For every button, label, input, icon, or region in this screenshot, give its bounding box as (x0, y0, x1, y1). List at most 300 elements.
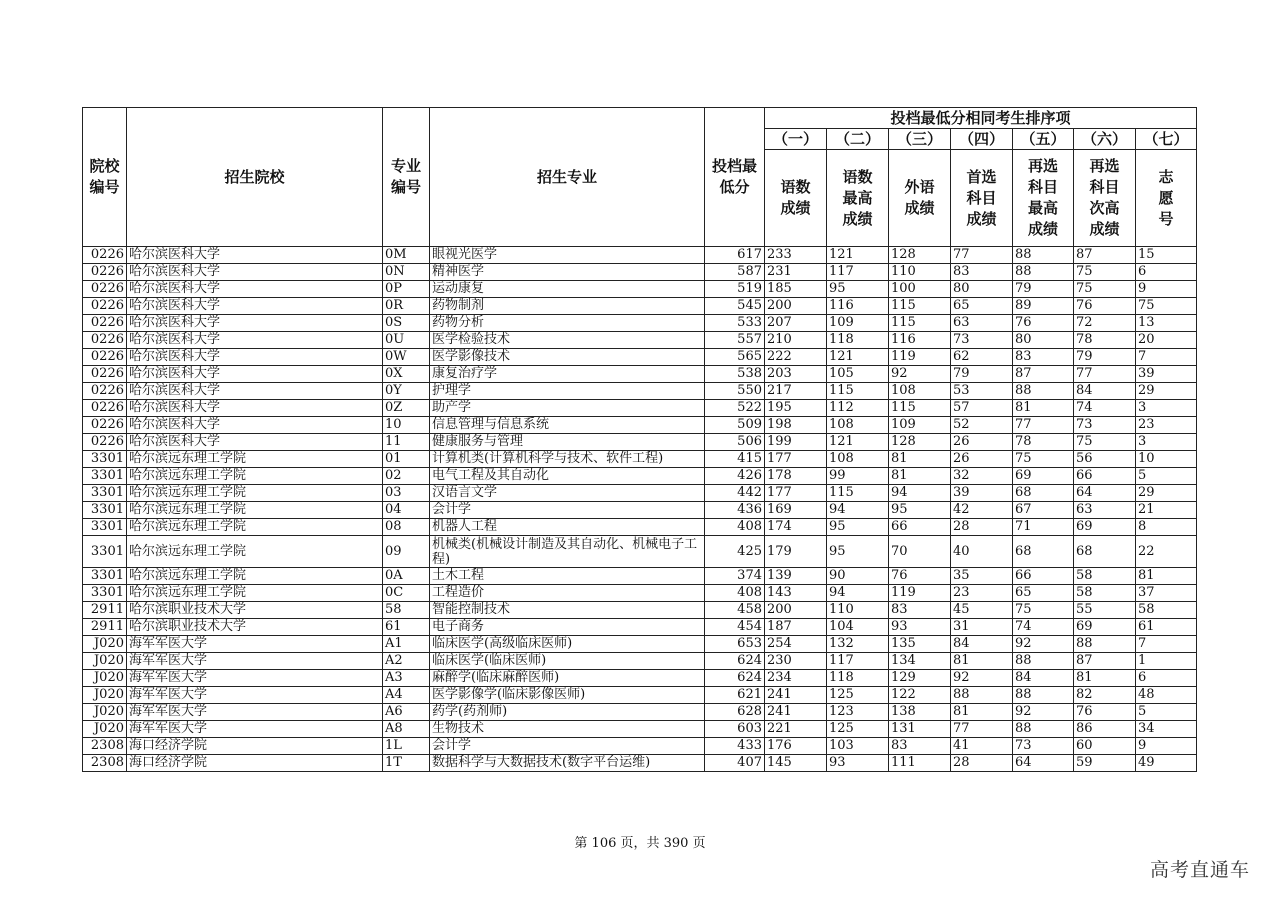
school-name-cell: 哈尔滨医科大学 (127, 434, 383, 451)
score-2-cell: 121 (827, 434, 889, 451)
score-1-cell: 198 (765, 417, 827, 434)
score-3-cell: 83 (889, 602, 951, 619)
score-5-cell: 88 (1013, 264, 1074, 281)
header-subnum: （三） (889, 129, 951, 150)
major-code-cell: 0M (383, 247, 430, 264)
school-code-cell: 0226 (83, 366, 127, 383)
table-row (83, 519, 1197, 536)
school-name-cell: 哈尔滨医科大学 (127, 400, 383, 417)
score-6-cell: 72 (1074, 315, 1136, 332)
score-4-cell: 77 (951, 721, 1013, 738)
score-7-cell: 29 (1136, 485, 1197, 502)
major-code-cell: 0Z (383, 400, 430, 417)
school-name-cell: 哈尔滨远东理工学院 (127, 536, 383, 568)
header-tiebreak-group: 投档最低分相同考生排序项 (765, 108, 1197, 129)
min-score-cell: 538 (705, 366, 765, 383)
score-4-cell: 88 (951, 687, 1013, 704)
score-3-cell: 93 (889, 619, 951, 636)
min-score-cell: 533 (705, 315, 765, 332)
major-code-cell: 0U (383, 332, 430, 349)
table-row (83, 468, 1197, 485)
score-3-cell: 119 (889, 585, 951, 602)
school-code-cell: 3301 (83, 485, 127, 502)
table-row (83, 298, 1197, 315)
score-2-cell: 115 (827, 485, 889, 502)
score-7-cell: 15 (1136, 247, 1197, 264)
score-1-cell: 230 (765, 653, 827, 670)
major-code-cell: 0W (383, 349, 430, 366)
score-7-cell: 5 (1136, 468, 1197, 485)
school-name-cell: 哈尔滨医科大学 (127, 417, 383, 434)
score-6-cell: 79 (1074, 349, 1136, 366)
score-7-cell: 22 (1136, 536, 1197, 568)
school-code-cell: 2911 (83, 619, 127, 636)
school-name-cell: 海军军医大学 (127, 721, 383, 738)
score-6-cell: 86 (1074, 721, 1136, 738)
min-score-cell: 624 (705, 670, 765, 687)
score-3-cell: 109 (889, 417, 951, 434)
score-4-cell: 41 (951, 738, 1013, 755)
major-name-cell: 智能控制技术 (430, 602, 705, 619)
score-2-cell: 123 (827, 704, 889, 721)
score-2-cell: 103 (827, 738, 889, 755)
score-7-cell: 3 (1136, 400, 1197, 417)
score-6-cell: 59 (1074, 755, 1136, 772)
school-code-cell: 0226 (83, 383, 127, 400)
score-6-cell: 74 (1074, 400, 1136, 417)
score-1-cell: 217 (765, 383, 827, 400)
score-4-cell: 79 (951, 366, 1013, 383)
table-row (83, 704, 1197, 721)
score-1-cell: 185 (765, 281, 827, 298)
table-row (83, 485, 1197, 502)
school-name-cell: 海口经济学院 (127, 738, 383, 755)
score-2-cell: 90 (827, 568, 889, 585)
school-name-cell: 海口经济学院 (127, 755, 383, 772)
min-score-cell: 519 (705, 281, 765, 298)
score-6-cell: 60 (1074, 738, 1136, 755)
major-name-cell: 生物技术 (430, 721, 705, 738)
table-row (83, 653, 1197, 670)
score-2-cell: 125 (827, 687, 889, 704)
score-3-cell: 115 (889, 315, 951, 332)
major-code-cell: 1L (383, 738, 430, 755)
min-score-cell: 506 (705, 434, 765, 451)
school-code-cell: J020 (83, 721, 127, 738)
table-row (83, 619, 1197, 636)
school-code-cell: 3301 (83, 502, 127, 519)
score-6-cell: 77 (1074, 366, 1136, 383)
score-1-cell: 200 (765, 298, 827, 315)
score-2-cell: 105 (827, 366, 889, 383)
score-1-cell: 145 (765, 755, 827, 772)
score-7-cell: 34 (1136, 721, 1197, 738)
header-sublabel: 外语成绩 (889, 150, 951, 247)
school-code-cell: 0226 (83, 298, 127, 315)
school-code-cell: 0226 (83, 332, 127, 349)
score-7-cell: 20 (1136, 332, 1197, 349)
header-sublabel: 语数最高成绩 (827, 150, 889, 247)
table-row (83, 585, 1197, 602)
min-score-cell: 426 (705, 468, 765, 485)
score-6-cell: 63 (1074, 502, 1136, 519)
score-5-cell: 89 (1013, 298, 1074, 315)
score-1-cell: 207 (765, 315, 827, 332)
score-2-cell: 121 (827, 247, 889, 264)
table-row (83, 602, 1197, 619)
score-3-cell: 128 (889, 434, 951, 451)
min-score-cell: 408 (705, 519, 765, 536)
major-code-cell: 0P (383, 281, 430, 298)
score-3-cell: 76 (889, 568, 951, 585)
score-3-cell: 115 (889, 400, 951, 417)
score-6-cell: 58 (1074, 585, 1136, 602)
min-score-cell: 550 (705, 383, 765, 400)
school-name-cell: 哈尔滨远东理工学院 (127, 468, 383, 485)
score-5-cell: 88 (1013, 687, 1074, 704)
score-2-cell: 125 (827, 721, 889, 738)
score-1-cell: 139 (765, 568, 827, 585)
header-subnum: （一） (765, 129, 827, 150)
score-4-cell: 31 (951, 619, 1013, 636)
major-code-cell: 0R (383, 298, 430, 315)
score-4-cell: 80 (951, 281, 1013, 298)
score-7-cell: 6 (1136, 670, 1197, 687)
school-code-cell: 0226 (83, 315, 127, 332)
min-score-cell: 408 (705, 585, 765, 602)
score-5-cell: 73 (1013, 738, 1074, 755)
major-name-cell: 计算机类(计算机科学与技术、软件工程) (430, 451, 705, 468)
score-3-cell: 100 (889, 281, 951, 298)
score-7-cell: 5 (1136, 704, 1197, 721)
school-code-cell: 3301 (83, 536, 127, 568)
school-code-cell: 0226 (83, 417, 127, 434)
school-code-cell: J020 (83, 636, 127, 653)
score-1-cell: 233 (765, 247, 827, 264)
header-subnum: （六） (1074, 129, 1136, 150)
school-name-cell: 哈尔滨医科大学 (127, 281, 383, 298)
min-score-cell: 458 (705, 602, 765, 619)
table-row (83, 366, 1197, 383)
score-5-cell: 88 (1013, 383, 1074, 400)
min-score-cell: 565 (705, 349, 765, 366)
score-1-cell: 169 (765, 502, 827, 519)
score-1-cell: 178 (765, 468, 827, 485)
major-code-cell: 1T (383, 755, 430, 772)
school-name-cell: 哈尔滨远东理工学院 (127, 451, 383, 468)
score-2-cell: 115 (827, 383, 889, 400)
score-3-cell: 129 (889, 670, 951, 687)
table-row (83, 332, 1197, 349)
major-name-cell: 药物制剂 (430, 298, 705, 315)
score-4-cell: 81 (951, 653, 1013, 670)
score-5-cell: 74 (1013, 619, 1074, 636)
score-1-cell: 143 (765, 585, 827, 602)
score-4-cell: 73 (951, 332, 1013, 349)
table-row (83, 281, 1197, 298)
min-score-cell: 454 (705, 619, 765, 636)
score-6-cell: 87 (1074, 653, 1136, 670)
major-name-cell: 临床医学(高级临床医师) (430, 636, 705, 653)
major-code-cell: A2 (383, 653, 430, 670)
table-row (83, 738, 1197, 755)
score-3-cell: 94 (889, 485, 951, 502)
school-code-cell: 0226 (83, 264, 127, 281)
major-code-cell: 0N (383, 264, 430, 281)
score-6-cell: 58 (1074, 568, 1136, 585)
major-name-cell: 助产学 (430, 400, 705, 417)
score-5-cell: 78 (1013, 434, 1074, 451)
score-4-cell: 28 (951, 519, 1013, 536)
score-7-cell: 9 (1136, 738, 1197, 755)
score-3-cell: 115 (889, 298, 951, 315)
score-3-cell: 108 (889, 383, 951, 400)
major-code-cell: 0C (383, 585, 430, 602)
score-4-cell: 39 (951, 485, 1013, 502)
major-name-cell: 药物分析 (430, 315, 705, 332)
major-name-cell: 医学检验技术 (430, 332, 705, 349)
school-name-cell: 哈尔滨医科大学 (127, 315, 383, 332)
header-major-name: 招生专业 (430, 108, 705, 247)
score-1-cell: 231 (765, 264, 827, 281)
table-row (83, 721, 1197, 738)
major-code-cell: 0X (383, 366, 430, 383)
school-name-cell: 海军军医大学 (127, 636, 383, 653)
table-row (83, 247, 1197, 264)
school-code-cell: 3301 (83, 519, 127, 536)
score-3-cell: 92 (889, 366, 951, 383)
major-name-cell: 运动康复 (430, 281, 705, 298)
score-2-cell: 116 (827, 298, 889, 315)
score-6-cell: 76 (1074, 704, 1136, 721)
score-2-cell: 95 (827, 519, 889, 536)
score-4-cell: 26 (951, 434, 1013, 451)
score-7-cell: 37 (1136, 585, 1197, 602)
score-7-cell: 7 (1136, 349, 1197, 366)
table-row (83, 417, 1197, 434)
major-name-cell: 护理学 (430, 383, 705, 400)
score-6-cell: 75 (1074, 434, 1136, 451)
major-code-cell: 58 (383, 602, 430, 619)
major-code-cell: 0A (383, 568, 430, 585)
score-6-cell: 55 (1074, 602, 1136, 619)
header-subnum: （七） (1136, 129, 1197, 150)
school-name-cell: 哈尔滨医科大学 (127, 366, 383, 383)
score-3-cell: 95 (889, 502, 951, 519)
table-row (83, 349, 1197, 366)
score-5-cell: 88 (1013, 653, 1074, 670)
score-5-cell: 83 (1013, 349, 1074, 366)
min-score-cell: 557 (705, 332, 765, 349)
score-4-cell: 57 (951, 400, 1013, 417)
score-5-cell: 84 (1013, 670, 1074, 687)
major-name-cell: 医学影像学(临床影像医师) (430, 687, 705, 704)
major-code-cell: A6 (383, 704, 430, 721)
score-2-cell: 108 (827, 417, 889, 434)
score-1-cell: 203 (765, 366, 827, 383)
score-1-cell: 210 (765, 332, 827, 349)
score-5-cell: 75 (1013, 602, 1074, 619)
score-5-cell: 66 (1013, 568, 1074, 585)
score-2-cell: 95 (827, 536, 889, 568)
score-4-cell: 63 (951, 315, 1013, 332)
score-4-cell: 81 (951, 704, 1013, 721)
score-5-cell: 81 (1013, 400, 1074, 417)
score-5-cell: 65 (1013, 585, 1074, 602)
score-4-cell: 53 (951, 383, 1013, 400)
major-code-cell: 61 (383, 619, 430, 636)
score-7-cell: 29 (1136, 383, 1197, 400)
major-name-cell: 医学影像技术 (430, 349, 705, 366)
score-7-cell: 75 (1136, 298, 1197, 315)
school-name-cell: 哈尔滨医科大学 (127, 383, 383, 400)
table-row (83, 687, 1197, 704)
school-code-cell: J020 (83, 704, 127, 721)
score-7-cell: 48 (1136, 687, 1197, 704)
score-3-cell: 83 (889, 738, 951, 755)
min-score-cell: 442 (705, 485, 765, 502)
min-score-cell: 587 (705, 264, 765, 281)
score-1-cell: 187 (765, 619, 827, 636)
score-3-cell: 135 (889, 636, 951, 653)
school-name-cell: 哈尔滨医科大学 (127, 264, 383, 281)
score-4-cell: 40 (951, 536, 1013, 568)
score-7-cell: 3 (1136, 434, 1197, 451)
school-name-cell: 海军军医大学 (127, 670, 383, 687)
table-row (83, 536, 1197, 568)
score-5-cell: 67 (1013, 502, 1074, 519)
table-row (83, 400, 1197, 417)
score-6-cell: 69 (1074, 519, 1136, 536)
major-name-cell: 机械类(机械设计制造及其自动化、机械电子工程) (430, 536, 705, 568)
score-6-cell: 78 (1074, 332, 1136, 349)
watermark-text: 高考直通车 (1149, 859, 1250, 881)
school-code-cell: 0226 (83, 349, 127, 366)
score-5-cell: 88 (1013, 721, 1074, 738)
major-name-cell: 康复治疗学 (430, 366, 705, 383)
score-6-cell: 76 (1074, 298, 1136, 315)
score-3-cell: 138 (889, 704, 951, 721)
score-2-cell: 117 (827, 264, 889, 281)
score-1-cell: 174 (765, 519, 827, 536)
score-5-cell: 68 (1013, 536, 1074, 568)
school-name-cell: 哈尔滨远东理工学院 (127, 585, 383, 602)
score-1-cell: 177 (765, 451, 827, 468)
min-score-cell: 628 (705, 704, 765, 721)
header-major-code: 专业编号 (383, 108, 430, 247)
school-name-cell: 哈尔滨医科大学 (127, 298, 383, 315)
score-4-cell: 45 (951, 602, 1013, 619)
major-name-cell: 信息管理与信息系统 (430, 417, 705, 434)
score-2-cell: 117 (827, 653, 889, 670)
major-name-cell: 药学(药剂师) (430, 704, 705, 721)
score-7-cell: 81 (1136, 568, 1197, 585)
major-name-cell: 工程造价 (430, 585, 705, 602)
header-sublabel: 再选科目最高成绩 (1013, 150, 1074, 247)
score-2-cell: 132 (827, 636, 889, 653)
score-7-cell: 13 (1136, 315, 1197, 332)
score-3-cell: 81 (889, 451, 951, 468)
school-code-cell: 0226 (83, 400, 127, 417)
score-1-cell: 200 (765, 602, 827, 619)
school-code-cell: 2308 (83, 738, 127, 755)
score-6-cell: 88 (1074, 636, 1136, 653)
score-5-cell: 76 (1013, 315, 1074, 332)
score-6-cell: 56 (1074, 451, 1136, 468)
score-1-cell: 177 (765, 485, 827, 502)
score-4-cell: 83 (951, 264, 1013, 281)
school-name-cell: 哈尔滨远东理工学院 (127, 502, 383, 519)
score-4-cell: 92 (951, 670, 1013, 687)
table-body (83, 247, 1197, 772)
major-name-cell: 健康服务与管理 (430, 434, 705, 451)
score-6-cell: 81 (1074, 670, 1136, 687)
score-1-cell: 176 (765, 738, 827, 755)
score-6-cell: 75 (1074, 281, 1136, 298)
header-subnum: （五） (1013, 129, 1074, 150)
score-7-cell: 39 (1136, 366, 1197, 383)
score-1-cell: 241 (765, 687, 827, 704)
table-row (83, 568, 1197, 585)
school-name-cell: 哈尔滨医科大学 (127, 247, 383, 264)
min-score-cell: 407 (705, 755, 765, 772)
score-1-cell: 179 (765, 536, 827, 568)
major-code-cell: A8 (383, 721, 430, 738)
score-3-cell: 111 (889, 755, 951, 772)
school-code-cell: 0226 (83, 281, 127, 298)
score-4-cell: 84 (951, 636, 1013, 653)
score-7-cell: 7 (1136, 636, 1197, 653)
min-score-cell: 374 (705, 568, 765, 585)
score-3-cell: 81 (889, 468, 951, 485)
score-2-cell: 93 (827, 755, 889, 772)
major-name-cell: 会计学 (430, 738, 705, 755)
score-1-cell: 254 (765, 636, 827, 653)
min-score-cell: 653 (705, 636, 765, 653)
score-5-cell: 75 (1013, 451, 1074, 468)
header-sublabel: 语数成绩 (765, 150, 827, 247)
school-code-cell: 2308 (83, 755, 127, 772)
score-3-cell: 128 (889, 247, 951, 264)
score-5-cell: 69 (1013, 468, 1074, 485)
header-sublabel: 再选科目次高成绩 (1074, 150, 1136, 247)
score-2-cell: 108 (827, 451, 889, 468)
major-code-cell: 08 (383, 519, 430, 536)
min-score-cell: 433 (705, 738, 765, 755)
major-code-cell: 10 (383, 417, 430, 434)
major-name-cell: 眼视光医学 (430, 247, 705, 264)
score-6-cell: 64 (1074, 485, 1136, 502)
table-row (83, 451, 1197, 468)
score-7-cell: 9 (1136, 281, 1197, 298)
major-name-cell: 机器人工程 (430, 519, 705, 536)
major-code-cell: 01 (383, 451, 430, 468)
score-1-cell: 221 (765, 721, 827, 738)
score-6-cell: 87 (1074, 247, 1136, 264)
score-3-cell: 119 (889, 349, 951, 366)
score-7-cell: 1 (1136, 653, 1197, 670)
score-3-cell: 131 (889, 721, 951, 738)
score-3-cell: 116 (889, 332, 951, 349)
school-code-cell: 3301 (83, 451, 127, 468)
score-1-cell: 199 (765, 434, 827, 451)
major-name-cell: 会计学 (430, 502, 705, 519)
score-4-cell: 77 (951, 247, 1013, 264)
min-score-cell: 436 (705, 502, 765, 519)
score-3-cell: 134 (889, 653, 951, 670)
score-6-cell: 84 (1074, 383, 1136, 400)
school-code-cell: J020 (83, 670, 127, 687)
